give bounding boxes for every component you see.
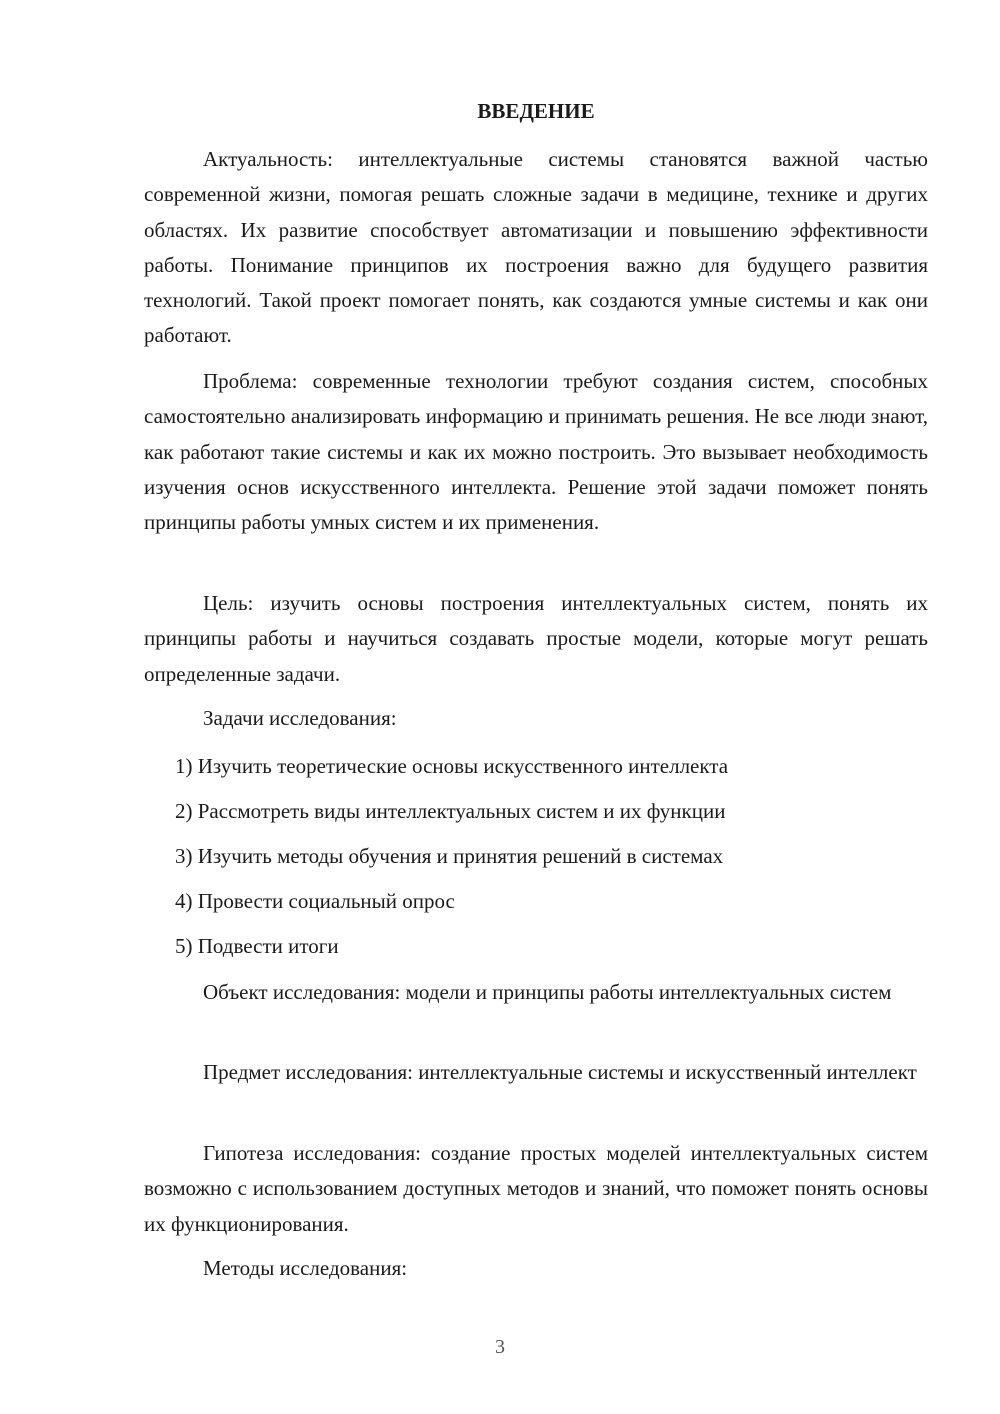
relevance-paragraph: Актуальность: интеллектуальные системы становятся важной частью современной жизни, помогая решать сложные задачи в медицине, технике и других областях. Их развитие способствует автоматизации и повышению эффективности работы. Понимание принципов их построения важно для будущего развития технологий. Такой проект помогает понять, как создаются умные системы и как они работают.: [144, 147, 928, 348]
methods-heading: Методы исследования:: [203, 1256, 408, 1280]
object-paragraph: Объект исследования: модели и принципы работы интеллектуальных систем: [203, 980, 892, 1004]
task-item-4: 4) Провести социальный опрос: [175, 889, 455, 913]
page-title: ВВЕДЕНИЕ: [477, 99, 595, 123]
task-item-1: 1) Изучить теоретические основы искусственного интеллекта: [175, 754, 729, 778]
problem-paragraph: Проблема: современные технологии требуют создания систем, способных самостоятельно анализировать информацию и принимать решения. Не все люди знают, как работают такие системы и как их можно построить. Это вызывает необходимость изучения основ искусственного интеллекта. Решение этой задачи поможет понять принципы работы умных систем и их применения.: [144, 369, 928, 535]
task-item-2: 2) Рассмотреть виды интеллектуальных систем и их функции: [175, 799, 726, 823]
task-item-5: 5) Подвести итоги: [175, 934, 339, 958]
tasks-heading: Задачи исследования:: [203, 706, 397, 730]
hypothesis-paragraph: Гипотеза исследования: создание простых моделей интеллектуальных систем возможно с использованием доступных методов и знаний, что поможет понять основы их функционирования.: [144, 1141, 928, 1236]
page-number: 3: [495, 1336, 505, 1358]
subject-paragraph: Предмет исследования: интеллектуальные системы и искусственный интеллект: [203, 1060, 917, 1084]
task-item-3: 3) Изучить методы обучения и принятия решений в системах: [175, 844, 724, 868]
goal-paragraph: Цель: изучить основы построения интеллектуальных систем, понять их принципы работы и научиться создавать простые модели, которые могут решать определенные задачи.: [144, 591, 928, 686]
